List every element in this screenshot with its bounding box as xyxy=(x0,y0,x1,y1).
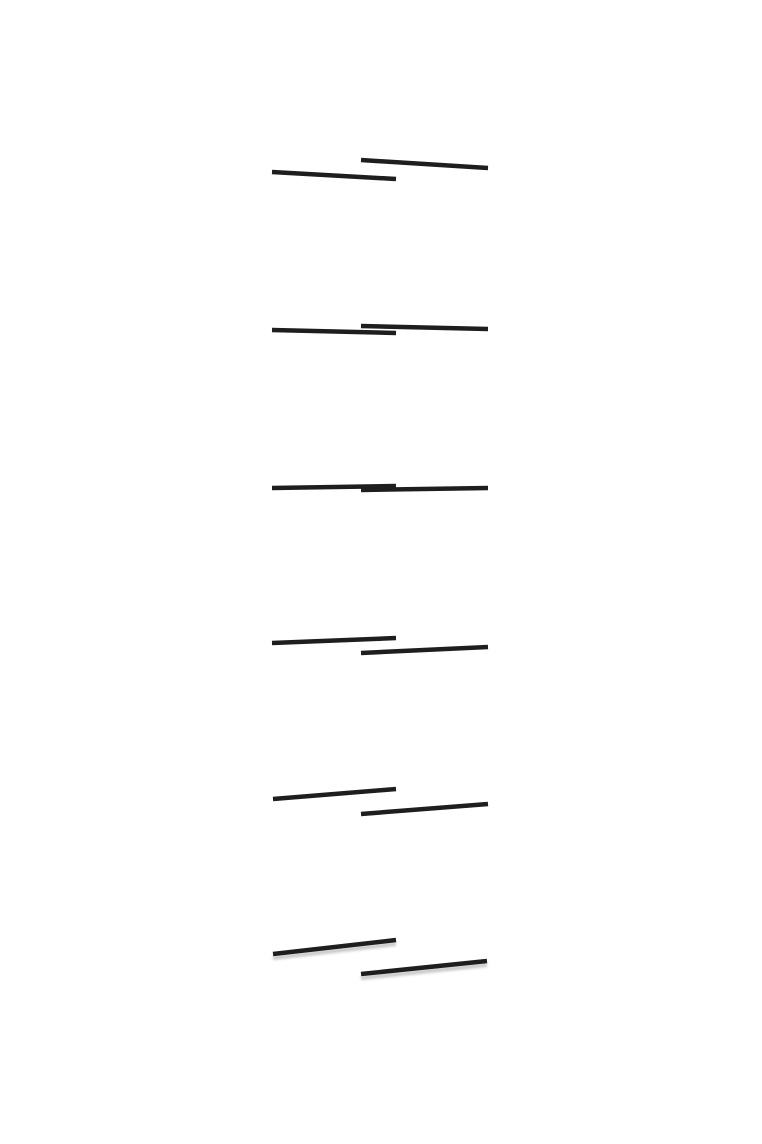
frame-6 xyxy=(273,940,487,978)
left-bar xyxy=(272,638,396,643)
right-bar xyxy=(361,326,488,329)
left-bar xyxy=(273,789,396,799)
left-bar xyxy=(272,172,396,179)
frame-4 xyxy=(272,638,488,653)
frames-layer xyxy=(272,160,488,978)
left-bar xyxy=(272,330,396,333)
right-bar xyxy=(361,160,488,168)
frame-1 xyxy=(272,160,488,179)
frame-3 xyxy=(272,486,488,490)
frame-2 xyxy=(272,326,488,333)
right-bar xyxy=(361,647,488,653)
right-bar xyxy=(361,488,488,490)
right-bar xyxy=(361,804,488,814)
frame-5 xyxy=(273,789,488,814)
